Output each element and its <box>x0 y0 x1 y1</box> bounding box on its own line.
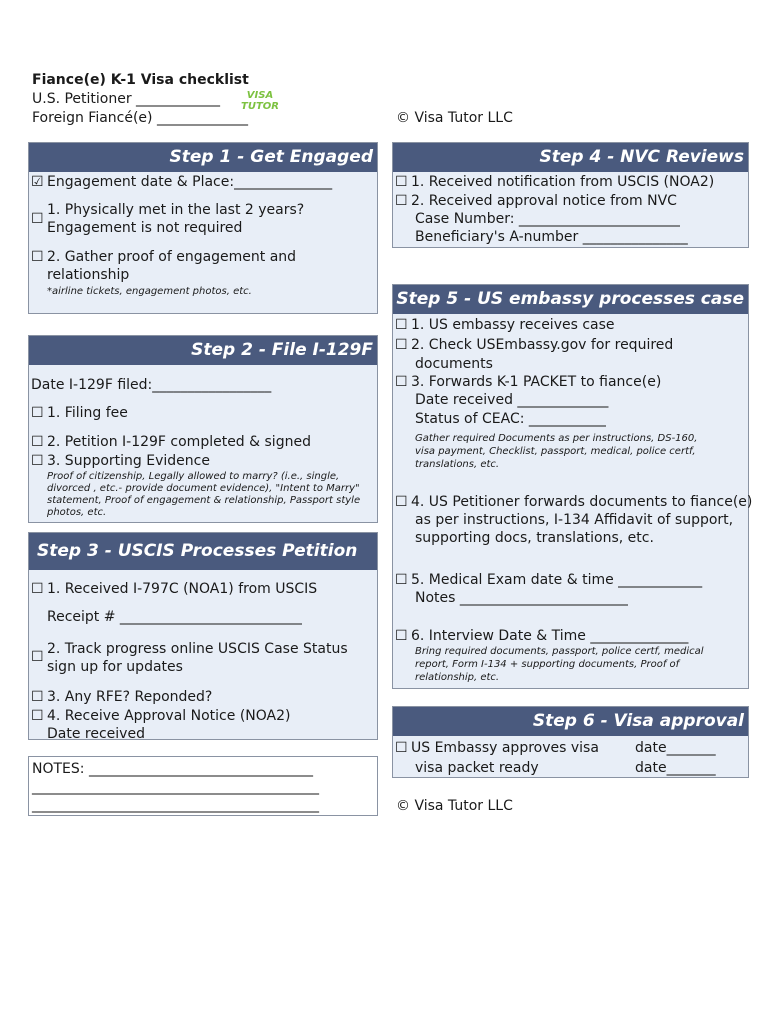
step2-item1[interactable] <box>31 404 128 422</box>
step1-note: *airline tickets, engagement photos, etc. <box>47 286 252 297</box>
step2-note-line2: divorced , etc.- provide document evidence), "Intent to Marry" <box>47 483 360 494</box>
step4-header: Step 4 - NVC Reviews <box>393 143 748 172</box>
step1-item1-label: 1. Physically met in the last 2 years? <box>47 202 305 218</box>
step5-item6-label: 6. Interview Date & Time ______________ <box>411 628 689 644</box>
step5-note-line3: translations, etc. <box>415 459 500 468</box>
step1-item1-sublabel: Engagement is not required <box>47 220 243 236</box>
step6-header: Step 6 - Visa approval <box>393 707 748 736</box>
step5-ceac-field[interactable]: Status of CEAC: ___________ <box>415 411 606 427</box>
checkbox-icon[interactable]: ☐ <box>395 374 408 390</box>
step5-item2-sublabel: documents <box>415 356 493 372</box>
copyright-bottom: © Visa Tutor LLC <box>396 798 513 814</box>
checkbox-icon[interactable]: ☐ <box>31 249 44 265</box>
step2-item1-label: 1. Filing fee <box>47 405 128 421</box>
step3-item4[interactable] <box>31 707 290 725</box>
notes-line2[interactable]: _________________________________________ <box>32 779 319 795</box>
step2-note-line1: Proof of citizenship, Legally allowed to marry? (i.e., single, <box>47 471 340 482</box>
step6-item1[interactable] <box>395 739 599 757</box>
checkbox-icon[interactable]: ☐ <box>31 211 44 227</box>
step5-item4-line3: supporting docs, translations, etc. <box>415 530 654 546</box>
step2-item3-label: 3. Supporting Evidence <box>47 453 210 469</box>
step1-item2[interactable] <box>31 248 296 266</box>
step5-item5[interactable] <box>395 571 702 589</box>
step1-item1-checkbox[interactable] <box>31 210 47 228</box>
step5-item1[interactable] <box>395 316 615 334</box>
step1-item2-sublabel: relationship <box>47 267 130 283</box>
step2-item2[interactable] <box>31 433 311 451</box>
step1-header: Step 1 - Get Engaged <box>29 143 377 172</box>
step3-item2-checkbox[interactable] <box>31 648 47 666</box>
notes-line3[interactable]: _________________________________________ <box>32 797 319 813</box>
step2-box <box>28 335 378 523</box>
notes-box <box>28 756 378 816</box>
step6-box <box>392 706 749 778</box>
checkbox-icon[interactable]: ☐ <box>31 453 44 469</box>
step5-item2[interactable] <box>395 336 673 354</box>
step3-item1[interactable] <box>31 580 317 598</box>
step6-date2-field[interactable]: date_______ <box>635 760 716 776</box>
step3-item4-sublabel: Date received <box>47 726 145 742</box>
step5-note-line2: visa payment, Checklist, passport, medical, police certf, <box>415 446 696 457</box>
checkbox-icon[interactable]: ☐ <box>31 649 44 665</box>
step5-item4[interactable] <box>395 493 752 511</box>
checkbox-icon[interactable]: ☐ <box>395 174 408 190</box>
checkbox-icon[interactable]: ☐ <box>395 572 408 588</box>
notes-line1[interactable]: NOTES: ________________________________ <box>32 761 313 777</box>
checkbox-icon[interactable]: ☐ <box>395 740 408 756</box>
step5-header: Step 5 - US embassy processes case <box>393 285 748 314</box>
visa-tutor-logo: VISA TUTOR <box>241 90 279 112</box>
step5-item1-label: 1. US embassy receives case <box>411 317 615 333</box>
step3-item4-label: 4. Receive Approval Notice (NOA2) <box>47 708 291 724</box>
step5-item3-label: 3. Forwards K-1 PACKET to fiance(e) <box>411 374 662 390</box>
step4-item1[interactable] <box>395 173 714 191</box>
step4-case-number-field[interactable]: Case Number: _______________________ <box>415 211 680 227</box>
step5-item2-label: 2. Check USEmbassy.gov for required <box>411 337 674 353</box>
step5-item4-label: 4. US Petitioner forwards documents to fiance(e) <box>411 494 753 510</box>
petitioner-field[interactable]: U.S. Petitioner ____________ <box>32 91 221 107</box>
step6-date1-field[interactable]: date_______ <box>635 740 716 756</box>
page-title: Fiance(e) K-1 Visa checklist <box>32 72 249 88</box>
step4-item2-label: 2. Received approval notice from NVC <box>411 193 677 209</box>
checkbox-icon[interactable]: ☐ <box>31 405 44 421</box>
step6-item2-label: visa packet ready <box>415 760 539 776</box>
step3-box <box>28 532 378 740</box>
checkbox-icon[interactable]: ☐ <box>395 337 408 353</box>
checkbox-icon[interactable]: ☐ <box>395 494 408 510</box>
step4-item1-label: 1. Received notification from USCIS (NOA2) <box>411 174 715 190</box>
step6-item1-label: US Embassy approves visa <box>411 740 599 756</box>
step5-item5-label: 5. Medical Exam date & time ____________ <box>411 572 703 588</box>
step1-item2-label: 2. Gather proof of engagement and <box>47 249 297 265</box>
checkbox-icon[interactable]: ☐ <box>395 317 408 333</box>
step3-item3[interactable] <box>31 688 212 706</box>
step2-note-line3: statement, Proof of engagement & relationship, Passport style <box>47 495 361 506</box>
step3-receipt-field[interactable]: Receipt # __________________________ <box>47 609 302 625</box>
checkbox-checked-icon[interactable]: ☑ <box>31 174 44 190</box>
fiance-field[interactable]: Foreign Fiancé(e) _____________ <box>32 110 248 126</box>
step5-item4-line2: as per instructions, I-134 Affidavit of support, <box>415 512 734 528</box>
step2-item2-label: 2. Petition I-129F completed & signed <box>47 434 311 450</box>
checkbox-icon[interactable]: ☐ <box>31 689 44 705</box>
step1-engagement-label: Engagement date & Place:______________ <box>47 174 333 190</box>
copyright-top: © Visa Tutor LLC <box>396 110 513 126</box>
step1-engagement-row[interactable] <box>31 173 332 191</box>
step3-item2-sublabel: sign up for updates <box>47 659 183 675</box>
step2-item3[interactable] <box>31 452 210 470</box>
step5-item6-note-line3: relationship, etc. <box>415 672 500 683</box>
step2-date-filed[interactable]: Date I-129F filed:_________________ <box>31 377 272 393</box>
checkbox-icon[interactable]: ☐ <box>395 193 408 209</box>
step1-box <box>28 142 378 314</box>
step5-note-line1: Gather required Documents as per instructions, DS-160, <box>415 433 698 444</box>
step3-item1-label: 1. Received I-797C (NOA1) from USCIS <box>47 581 318 597</box>
step5-item6[interactable] <box>395 627 688 645</box>
checkbox-icon[interactable]: ☐ <box>31 708 44 724</box>
step3-header: Step 3 - USCIS Processes Petition <box>29 533 377 570</box>
checkbox-icon[interactable]: ☐ <box>395 628 408 644</box>
step4-a-number-field[interactable]: Beneficiary's A-number _______________ <box>415 229 688 245</box>
checkbox-icon[interactable]: ☐ <box>31 434 44 450</box>
checkbox-icon[interactable]: ☐ <box>31 581 44 597</box>
step5-item6-note-line2: report, Form I-134 + supporting documents, Proof of <box>415 659 680 670</box>
step5-item6-note-line1: Bring required documents, passport, police certf, medical <box>415 646 704 657</box>
step5-box <box>392 284 753 689</box>
step4-box <box>392 142 749 248</box>
step5-item3[interactable] <box>395 373 661 391</box>
step5-notes-field[interactable]: Notes ________________________ <box>415 590 628 606</box>
step2-header: Step 2 - File I-129F <box>29 336 377 365</box>
step3-item3-label: 3. Any RFE? Reponded? <box>47 689 213 705</box>
step3-item2-label: 2. Track progress online USCIS Case Status <box>47 641 348 657</box>
step4-item2[interactable] <box>395 192 677 210</box>
step5-date-received-field[interactable]: Date received _____________ <box>415 392 609 408</box>
step2-note-line4: photos, etc. <box>47 507 107 518</box>
